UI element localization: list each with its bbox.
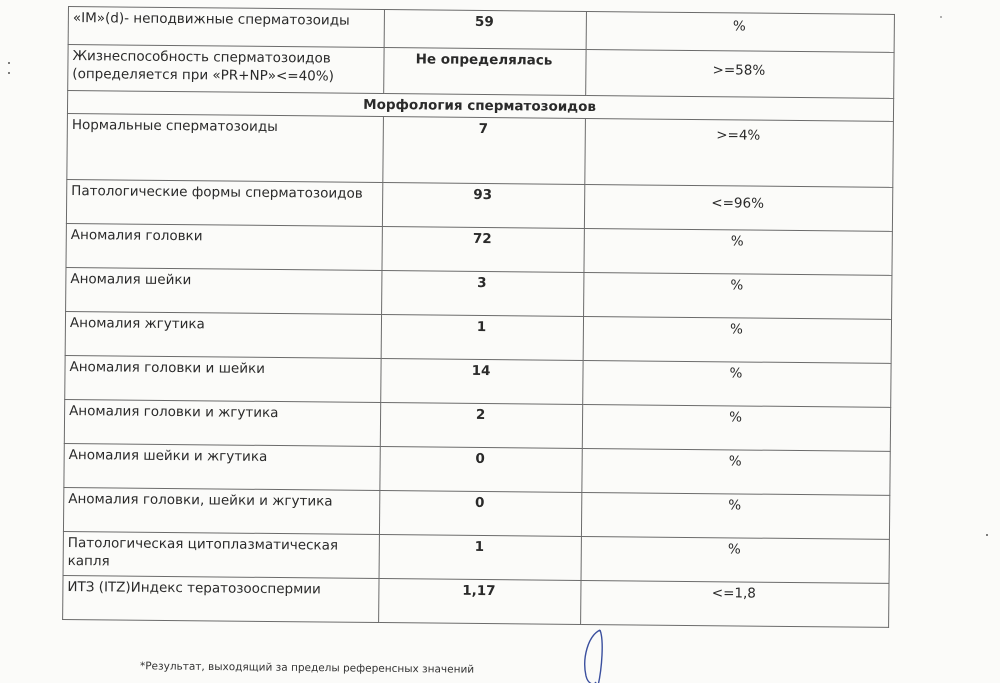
row-value: 3 [382,271,584,317]
row-value: 59 [384,10,586,50]
row-value: Не определялась [384,48,586,96]
row-reference: % [583,316,891,363]
row-name: Аномалия шейки [66,267,382,314]
row-name: Патологические формы сперматозоидов [66,179,382,226]
row-name: Жизнеспособность сперматозоидов (определяется при «PR+NP»<=40%) [68,45,384,94]
row-name: «IM»(d)- неподвижные сперматозоиды [68,7,384,48]
row-value: 1 [381,315,583,361]
table-row [65,355,891,407]
pen-signature-mark [578,628,618,683]
row-value: 93 [382,183,584,229]
row-reference: % [582,448,890,495]
row-reference: >=58% [586,49,894,98]
row-reference: % [584,228,892,275]
table-row [63,487,889,539]
row-name: Нормальные сперматозоиды [67,113,384,182]
row-value: 7 [383,117,586,185]
table-row [64,399,890,451]
row-reference: <=1,8 [581,580,889,627]
section-title: Морфология сперматозоидов [67,91,893,122]
table-row [63,531,889,583]
results-table [62,6,895,628]
footnote: *Результат, выходящий за пределы референсных значений [139,660,475,676]
scan-speck [986,534,988,536]
table-row [67,113,894,187]
row-value: 0 [380,447,582,493]
scan-speck [8,62,10,64]
row-value: 1 [379,535,581,581]
row-name: Аномалия головки и шейки [65,355,381,402]
scan-speck [940,16,942,18]
table-row [64,443,890,495]
row-value: 14 [381,359,583,405]
row-name: Патологическая цитоплазматическая капля [63,531,379,578]
table-row [68,45,894,99]
results-table-container [62,6,906,628]
row-reference: % [581,536,889,583]
table-row [66,267,892,319]
table-row [66,179,892,231]
row-name: Аномалия головки [66,223,382,270]
table-row [65,311,891,363]
table-row [66,223,892,275]
row-value: 1,17 [379,579,581,625]
row-name: Аномалия жгутика [65,311,381,358]
scan-speck [8,72,10,74]
row-value: 72 [382,227,584,273]
row-reference: % [584,272,892,319]
row-value: 0 [379,491,581,537]
row-reference: % [581,492,889,539]
row-name: Аномалия шейки и жгутика [64,443,380,490]
row-reference: % [582,404,890,451]
row-name: ИТЗ (ITZ)Индекс тератозооспермии [63,575,379,622]
row-reference: % [586,11,894,52]
row-reference: % [583,360,891,407]
row-name: Аномалия головки и жгутика [64,399,380,446]
row-name: Аномалия головки, шейки и жгутика [63,487,379,534]
row-reference: <=96% [584,184,892,231]
table-row [63,575,889,627]
row-reference: >=4% [585,118,894,187]
row-value: 2 [380,403,582,449]
